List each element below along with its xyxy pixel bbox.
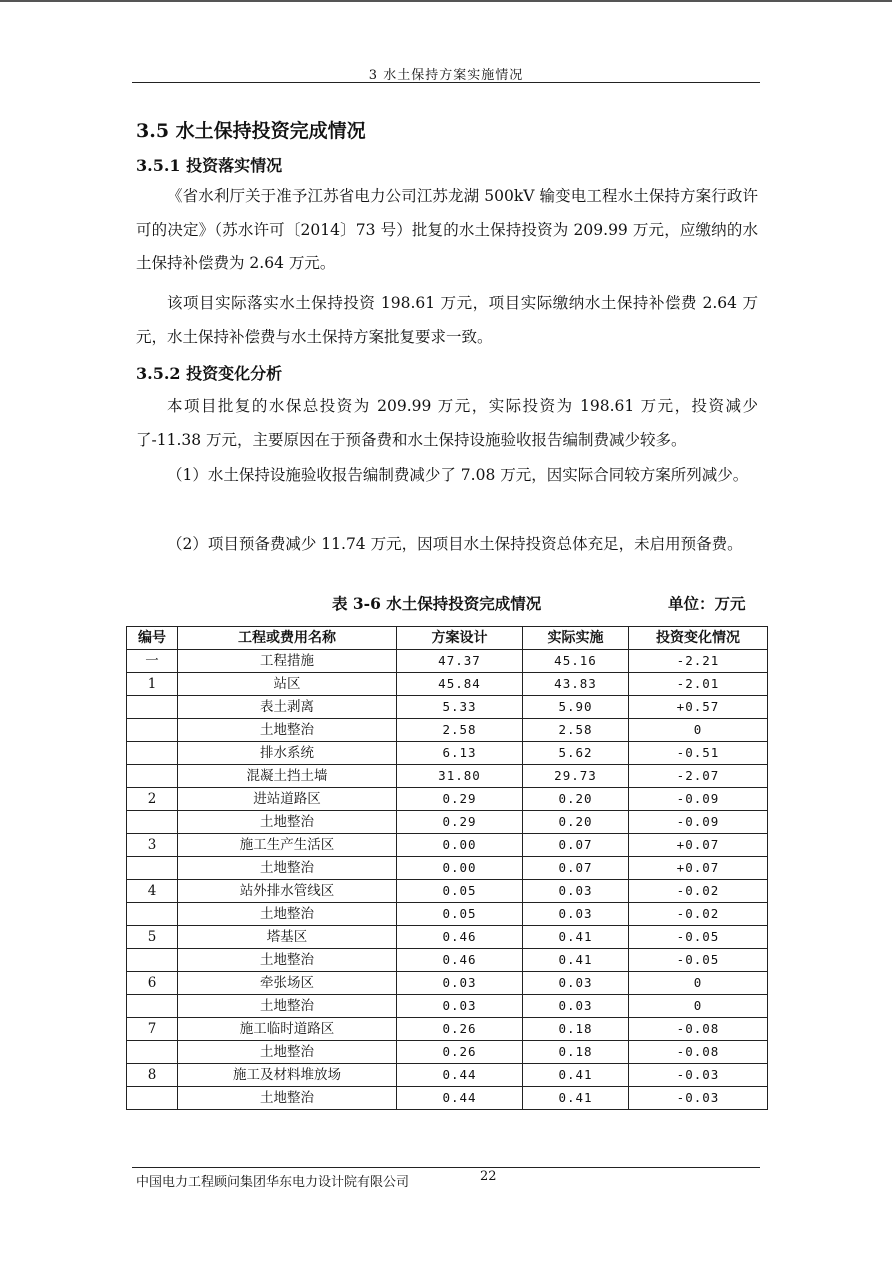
header-cell-no: 编号 bbox=[127, 627, 178, 650]
table-row bbox=[127, 1064, 768, 1087]
running-header: 3 水土保持方案实施情况 bbox=[368, 68, 524, 83]
cell-change: +0.07 bbox=[629, 834, 768, 857]
header-cell-planned: 方案设计 bbox=[397, 627, 523, 650]
cell-change: -2.21 bbox=[629, 650, 768, 673]
cell-name: 排水系统 bbox=[178, 742, 397, 765]
cell-name: 塔基区 bbox=[178, 926, 397, 949]
cell-no: 7 bbox=[127, 1018, 178, 1041]
cell-planned: 0.26 bbox=[397, 1041, 523, 1064]
table-row bbox=[127, 811, 768, 834]
section-title: 3.5 水土保持投资完成情况 bbox=[136, 120, 366, 142]
cell-change: -0.05 bbox=[629, 926, 768, 949]
cell-actual: 0.41 bbox=[523, 1087, 629, 1110]
cell-planned: 0.26 bbox=[397, 1018, 523, 1041]
paragraph-approval: 《省水利厅关于准予江苏省电力公司江苏龙湖 500kV 输变电工程水土保持方案行政许可的决定》（苏水许可〔2014〕73 号）批复的水土保持投资为 209.99 万元，应缴纳的水土保持补偿费为 2.64 万元。 bbox=[136, 187, 758, 272]
cell-planned: 0.03 bbox=[397, 972, 523, 995]
cell-change: -0.03 bbox=[629, 1064, 768, 1087]
cell-planned: 0.46 bbox=[397, 949, 523, 972]
cell-planned: 0.03 bbox=[397, 995, 523, 1018]
cell-change: -2.07 bbox=[629, 765, 768, 788]
cell-name: 土地整治 bbox=[178, 995, 397, 1018]
subsection-title-3-5-2: 3.5.2 投资变化分析 bbox=[136, 364, 283, 383]
cell-name: 混凝土挡土墙 bbox=[178, 765, 397, 788]
cell-actual: 0.07 bbox=[523, 834, 629, 857]
cell-planned: 0.00 bbox=[397, 834, 523, 857]
cell-no: 8 bbox=[127, 1064, 178, 1087]
cell-actual: 0.18 bbox=[523, 1041, 629, 1064]
cell-change: -0.08 bbox=[629, 1018, 768, 1041]
cell-planned: 2.58 bbox=[397, 719, 523, 742]
cell-name: 进站道路区 bbox=[178, 788, 397, 811]
cell-change: -0.51 bbox=[629, 742, 768, 765]
header-cell-name: 工程或费用名称 bbox=[178, 627, 397, 650]
cell-actual: 0.03 bbox=[523, 903, 629, 926]
cell-no bbox=[127, 811, 178, 834]
cell-change: -0.08 bbox=[629, 1041, 768, 1064]
header-cell-actual: 实际实施 bbox=[523, 627, 629, 650]
page-number: 22 bbox=[480, 1169, 497, 1184]
cell-planned: 0.29 bbox=[397, 811, 523, 834]
table-row bbox=[127, 788, 768, 811]
table-unit: 单位：万元 bbox=[668, 594, 746, 613]
cell-change: -0.05 bbox=[629, 949, 768, 972]
cell-no bbox=[127, 857, 178, 880]
cell-name: 施工生产生活区 bbox=[178, 834, 397, 857]
cell-actual: 43.83 bbox=[523, 673, 629, 696]
cell-no bbox=[127, 719, 178, 742]
cell-name: 土地整治 bbox=[178, 1087, 397, 1110]
cell-actual: 0.03 bbox=[523, 880, 629, 903]
cell-actual: 5.90 bbox=[523, 696, 629, 719]
cell-actual: 2.58 bbox=[523, 719, 629, 742]
cell-name: 工程措施 bbox=[178, 650, 397, 673]
cell-actual: 0.41 bbox=[523, 1064, 629, 1087]
table-row bbox=[127, 742, 768, 765]
paragraph-actual-investment: 该项目实际落实水土保持投资 198.61 万元，项目实际缴纳水土保持补偿费 2.64 万元，水土保持补偿费与水土保持方案批复要求一致。 bbox=[136, 294, 758, 346]
cell-name: 站区 bbox=[178, 673, 397, 696]
cell-actual: 0.03 bbox=[523, 995, 629, 1018]
cell-change: -0.03 bbox=[629, 1087, 768, 1110]
cell-actual: 0.41 bbox=[523, 949, 629, 972]
table-row bbox=[127, 903, 768, 926]
cell-change: +0.07 bbox=[629, 857, 768, 880]
cell-planned: 45.84 bbox=[397, 673, 523, 696]
cell-change: 0 bbox=[629, 972, 768, 995]
header-rule bbox=[132, 82, 760, 83]
cell-change: -2.01 bbox=[629, 673, 768, 696]
cell-name: 土地整治 bbox=[178, 857, 397, 880]
table-row bbox=[127, 1041, 768, 1064]
cell-change: 0 bbox=[629, 995, 768, 1018]
cell-actual: 45.16 bbox=[523, 650, 629, 673]
cell-planned: 0.46 bbox=[397, 926, 523, 949]
cell-change: -0.02 bbox=[629, 880, 768, 903]
cell-planned: 0.29 bbox=[397, 788, 523, 811]
footer-organization: 中国电力工程顾问集团华东电力设计院有限公司 bbox=[136, 1175, 410, 1190]
cell-name: 土地整治 bbox=[178, 949, 397, 972]
cell-planned: 0.00 bbox=[397, 857, 523, 880]
header-cell-change: 投资变化情况 bbox=[629, 627, 768, 650]
cell-no: 4 bbox=[127, 880, 178, 903]
cell-change: -0.02 bbox=[629, 903, 768, 926]
cell-planned: 0.44 bbox=[397, 1064, 523, 1087]
table-row bbox=[127, 696, 768, 719]
cell-planned: 0.05 bbox=[397, 880, 523, 903]
cell-planned: 6.13 bbox=[397, 742, 523, 765]
cell-actual: 0.03 bbox=[523, 972, 629, 995]
table-row bbox=[127, 1087, 768, 1110]
cell-actual: 0.20 bbox=[523, 811, 629, 834]
table-row bbox=[127, 926, 768, 949]
cell-no: 3 bbox=[127, 834, 178, 857]
table-row bbox=[127, 972, 768, 995]
table-row bbox=[127, 995, 768, 1018]
cell-change: +0.57 bbox=[629, 696, 768, 719]
cell-no bbox=[127, 995, 178, 1018]
cell-no: 1 bbox=[127, 673, 178, 696]
table-row bbox=[127, 765, 768, 788]
cell-actual: 0.07 bbox=[523, 857, 629, 880]
cell-no: 6 bbox=[127, 972, 178, 995]
table-row bbox=[127, 857, 768, 880]
cell-actual: 29.73 bbox=[523, 765, 629, 788]
cell-actual: 0.20 bbox=[523, 788, 629, 811]
cell-no bbox=[127, 949, 178, 972]
cell-no: 5 bbox=[127, 926, 178, 949]
cell-name: 土地整治 bbox=[178, 719, 397, 742]
cell-no bbox=[127, 1041, 178, 1064]
cell-name: 施工临时道路区 bbox=[178, 1018, 397, 1041]
cell-change: -0.09 bbox=[629, 811, 768, 834]
cell-no bbox=[127, 742, 178, 765]
cell-actual: 0.41 bbox=[523, 926, 629, 949]
cell-no: 2 bbox=[127, 788, 178, 811]
cell-actual: 0.18 bbox=[523, 1018, 629, 1041]
table-row bbox=[127, 719, 768, 742]
cell-planned: 5.33 bbox=[397, 696, 523, 719]
cell-no: 一 bbox=[127, 650, 178, 673]
cell-actual: 5.62 bbox=[523, 742, 629, 765]
cell-no bbox=[127, 696, 178, 719]
cell-name: 牵张场区 bbox=[178, 972, 397, 995]
table-row bbox=[127, 673, 768, 696]
table-caption: 表 3-6 水土保持投资完成情况 bbox=[332, 594, 542, 613]
subsection-title-3-5-1: 3.5.1 投资落实情况 bbox=[136, 156, 283, 175]
cell-name: 表土剥离 bbox=[178, 696, 397, 719]
cell-name: 站外排水管线区 bbox=[178, 880, 397, 903]
paragraph-reason-2: （2）项目预备费减少 11.74 万元，因项目水土保持投资总体充足，未启用预备费。 bbox=[167, 535, 743, 553]
paragraph-investment-change: 本项目批复的水保总投资为 209.99 万元，实际投资为 198.61 万元，投资减少了-11.38 万元，主要原因在于预备费和水土保持设施验收报告编制费减少较多。 bbox=[136, 397, 758, 449]
paragraph-reason-1: （1）水土保持设施验收报告编制费减少了 7.08 万元，因实际合同较方案所列减少。 bbox=[167, 466, 749, 484]
page-top-border bbox=[0, 0, 892, 2]
cell-name: 土地整治 bbox=[178, 1041, 397, 1064]
investment-table bbox=[126, 626, 768, 1110]
footer-rule bbox=[132, 1167, 760, 1168]
cell-no bbox=[127, 903, 178, 926]
cell-name: 施工及材料堆放场 bbox=[178, 1064, 397, 1087]
table-row bbox=[127, 880, 768, 903]
table-row bbox=[127, 834, 768, 857]
cell-change: -0.09 bbox=[629, 788, 768, 811]
table-row bbox=[127, 650, 768, 673]
table-body bbox=[127, 650, 768, 1110]
table-row bbox=[127, 949, 768, 972]
cell-planned: 31.80 bbox=[397, 765, 523, 788]
cell-no bbox=[127, 765, 178, 788]
cell-planned: 47.37 bbox=[397, 650, 523, 673]
cell-no bbox=[127, 1087, 178, 1110]
cell-planned: 0.44 bbox=[397, 1087, 523, 1110]
cell-change: 0 bbox=[629, 719, 768, 742]
cell-name: 土地整治 bbox=[178, 903, 397, 926]
cell-name: 土地整治 bbox=[178, 811, 397, 834]
table-row bbox=[127, 1018, 768, 1041]
table-header-row bbox=[127, 627, 768, 650]
cell-planned: 0.05 bbox=[397, 903, 523, 926]
